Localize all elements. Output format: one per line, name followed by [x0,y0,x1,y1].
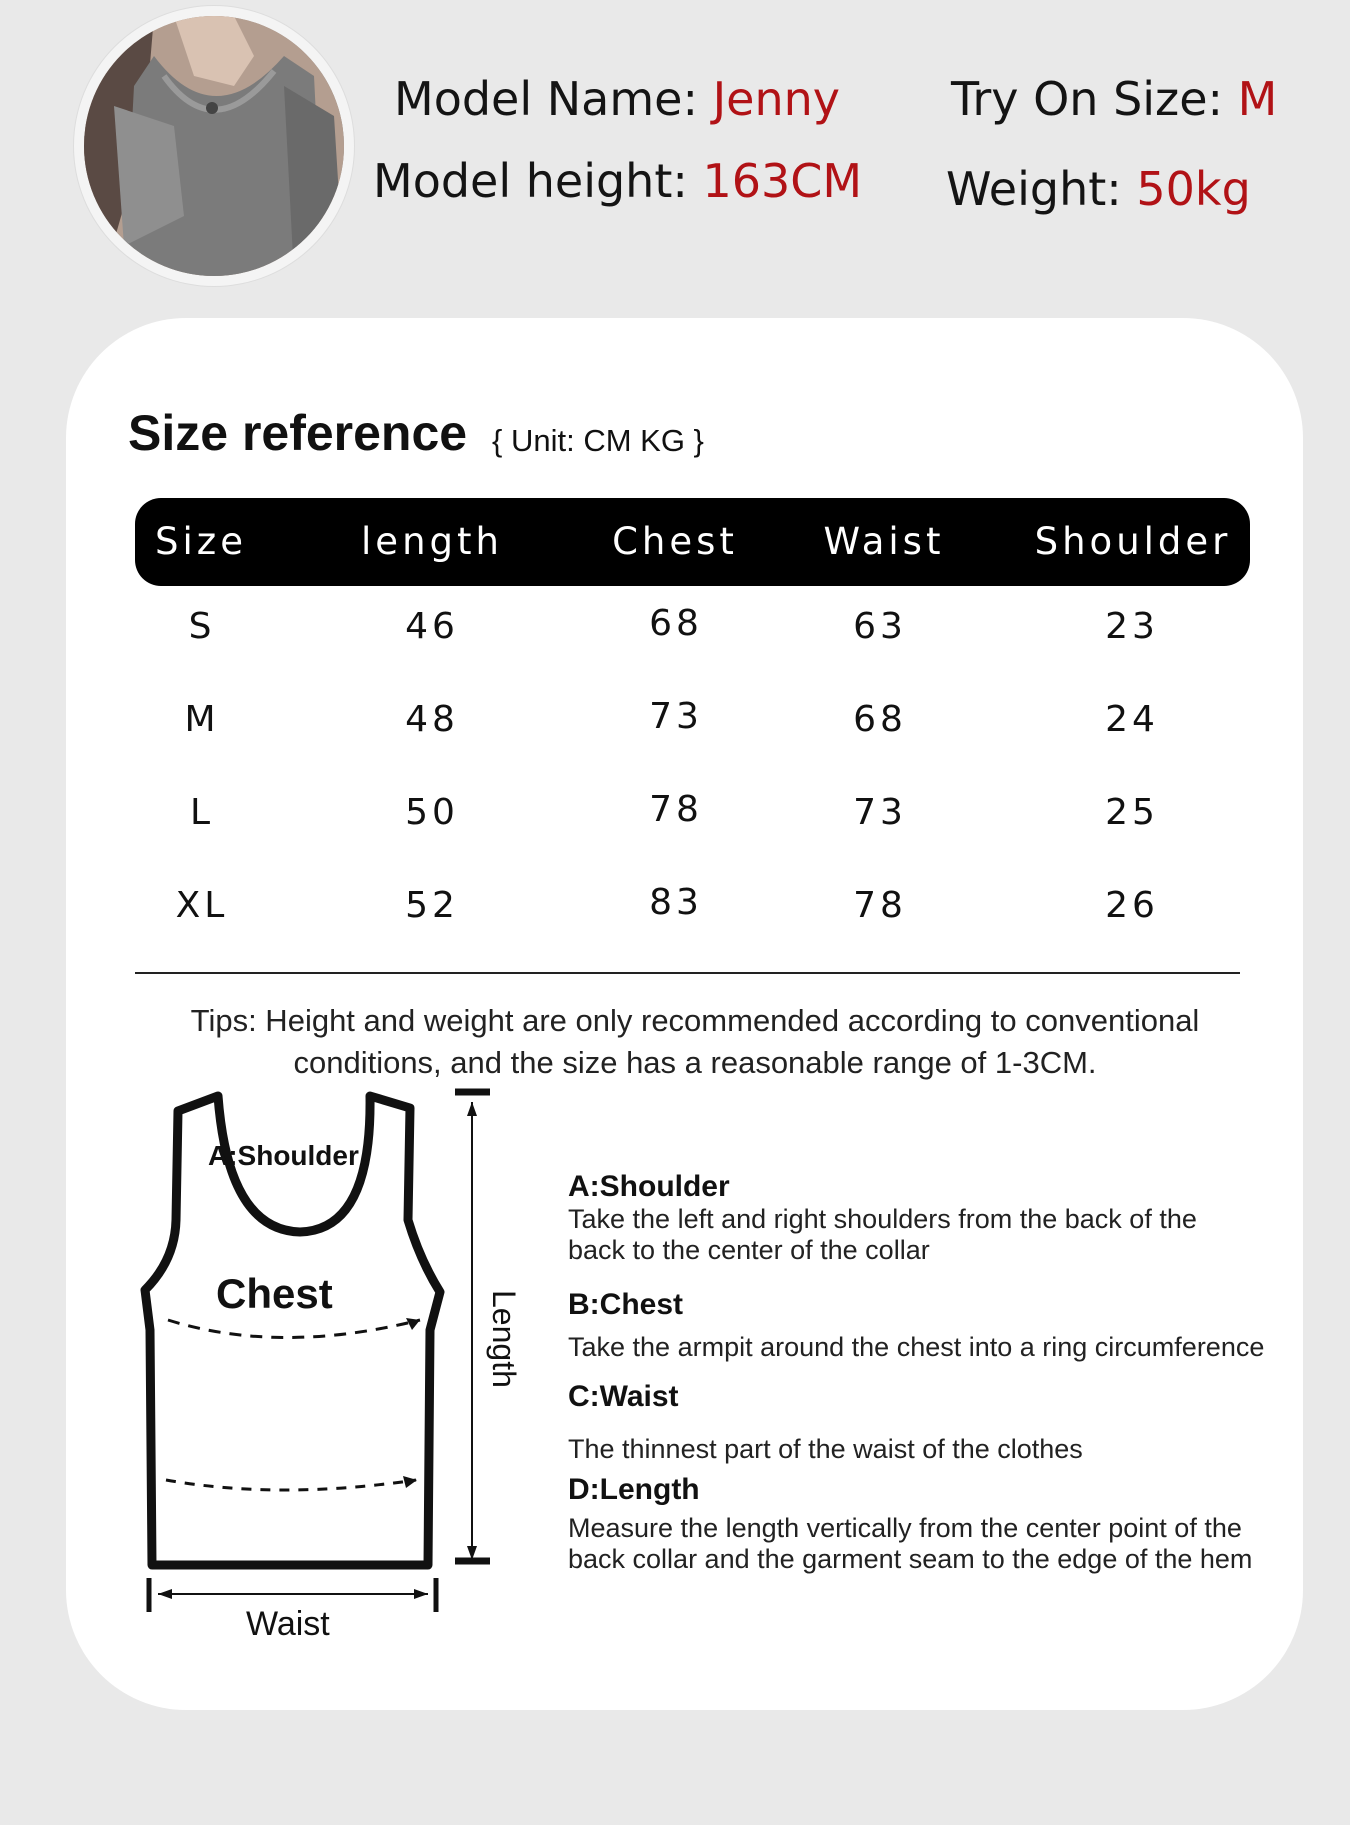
size-reference-title: Size reference [128,405,468,461]
model-height-label: Model height: [373,154,688,208]
diagram-length-label: Length [486,1290,522,1388]
size-table-header [135,498,1250,586]
header-length: length [361,520,503,563]
cell-shoulder: 24 [1105,699,1159,740]
model-height-value: 163CM [702,154,863,208]
measurement-text: Take the left and right shoulders from the back of the back to the center of the collar [568,1204,1197,1265]
cell-chest: 83 [649,882,703,923]
try-on-size-value: M [1237,72,1278,126]
cell-waist: 68 [853,699,907,740]
cell-waist: 78 [853,885,907,926]
cell-shoulder: 26 [1105,885,1159,926]
cell-shoulder: 25 [1105,792,1159,833]
cell-length: 50 [405,792,459,833]
weight-value: 50kg [1136,162,1251,216]
measurement-heading: C:Waist [568,1380,679,1413]
model-avatar [74,6,354,286]
try-on-size-line [951,72,1277,126]
cell-size: M [184,699,220,740]
weight-line [946,162,1251,216]
diagram-waist-label: Waist [246,1605,330,1643]
measurement-waist [568,1380,1308,1465]
cell-shoulder: 23 [1105,606,1159,647]
header-chest: Chest [612,520,738,563]
cell-waist: 63 [853,606,907,647]
model-height-line [373,154,862,208]
diagram-shoulder-label: A:Shoulder [208,1140,359,1171]
model-photo-illustration [84,16,344,276]
header-waist: Waist [823,520,945,563]
cell-chest: 78 [649,789,703,830]
table-divider [135,972,1240,974]
diagram-chest-label: Chest [216,1270,333,1317]
cell-chest: 68 [649,603,703,644]
model-name-value: Jenny [712,72,840,126]
cell-waist: 73 [853,792,907,833]
cell-length: 48 [405,699,459,740]
size-reference-unit: { Unit: CM KG } [492,423,704,458]
header-shoulder: Shoulder [1034,520,1232,563]
measurement-text: Take the armpit around the chest into a ring circumference [568,1332,1265,1362]
cell-length: 46 [405,606,459,647]
garment-diagram [130,1080,530,1650]
cell-chest: 73 [649,696,703,737]
cell-size: L [189,792,215,833]
measurement-shoulder [568,1170,1308,1266]
header-size: Size [155,520,247,563]
model-name-label: Model Name: [394,72,698,126]
measurement-heading: D:Length [568,1473,700,1506]
measurement-text: Measure the length vertically from the center point of the back collar and the garment seam to the edge of the hem [568,1513,1253,1574]
cell-size: S [188,606,216,647]
tips-text: Tips: Height and weight are only recommended according to conventional conditions, and the size has a reasonable range of 1-3CM. [190,1003,1200,1080]
weight-label: Weight: [946,162,1122,216]
model-name-line [394,72,840,126]
measurement-chest [568,1288,1308,1363]
cell-size: XL [175,885,229,926]
model-photo [84,16,344,276]
cell-length: 52 [405,885,459,926]
measurement-heading: B:Chest [568,1288,684,1321]
measurement-length [568,1473,1308,1575]
try-on-size-label: Try On Size: [951,72,1224,126]
measurement-text: The thinnest part of the waist of the clothes [568,1434,1083,1464]
measurement-heading: A:Shoulder [568,1170,730,1203]
